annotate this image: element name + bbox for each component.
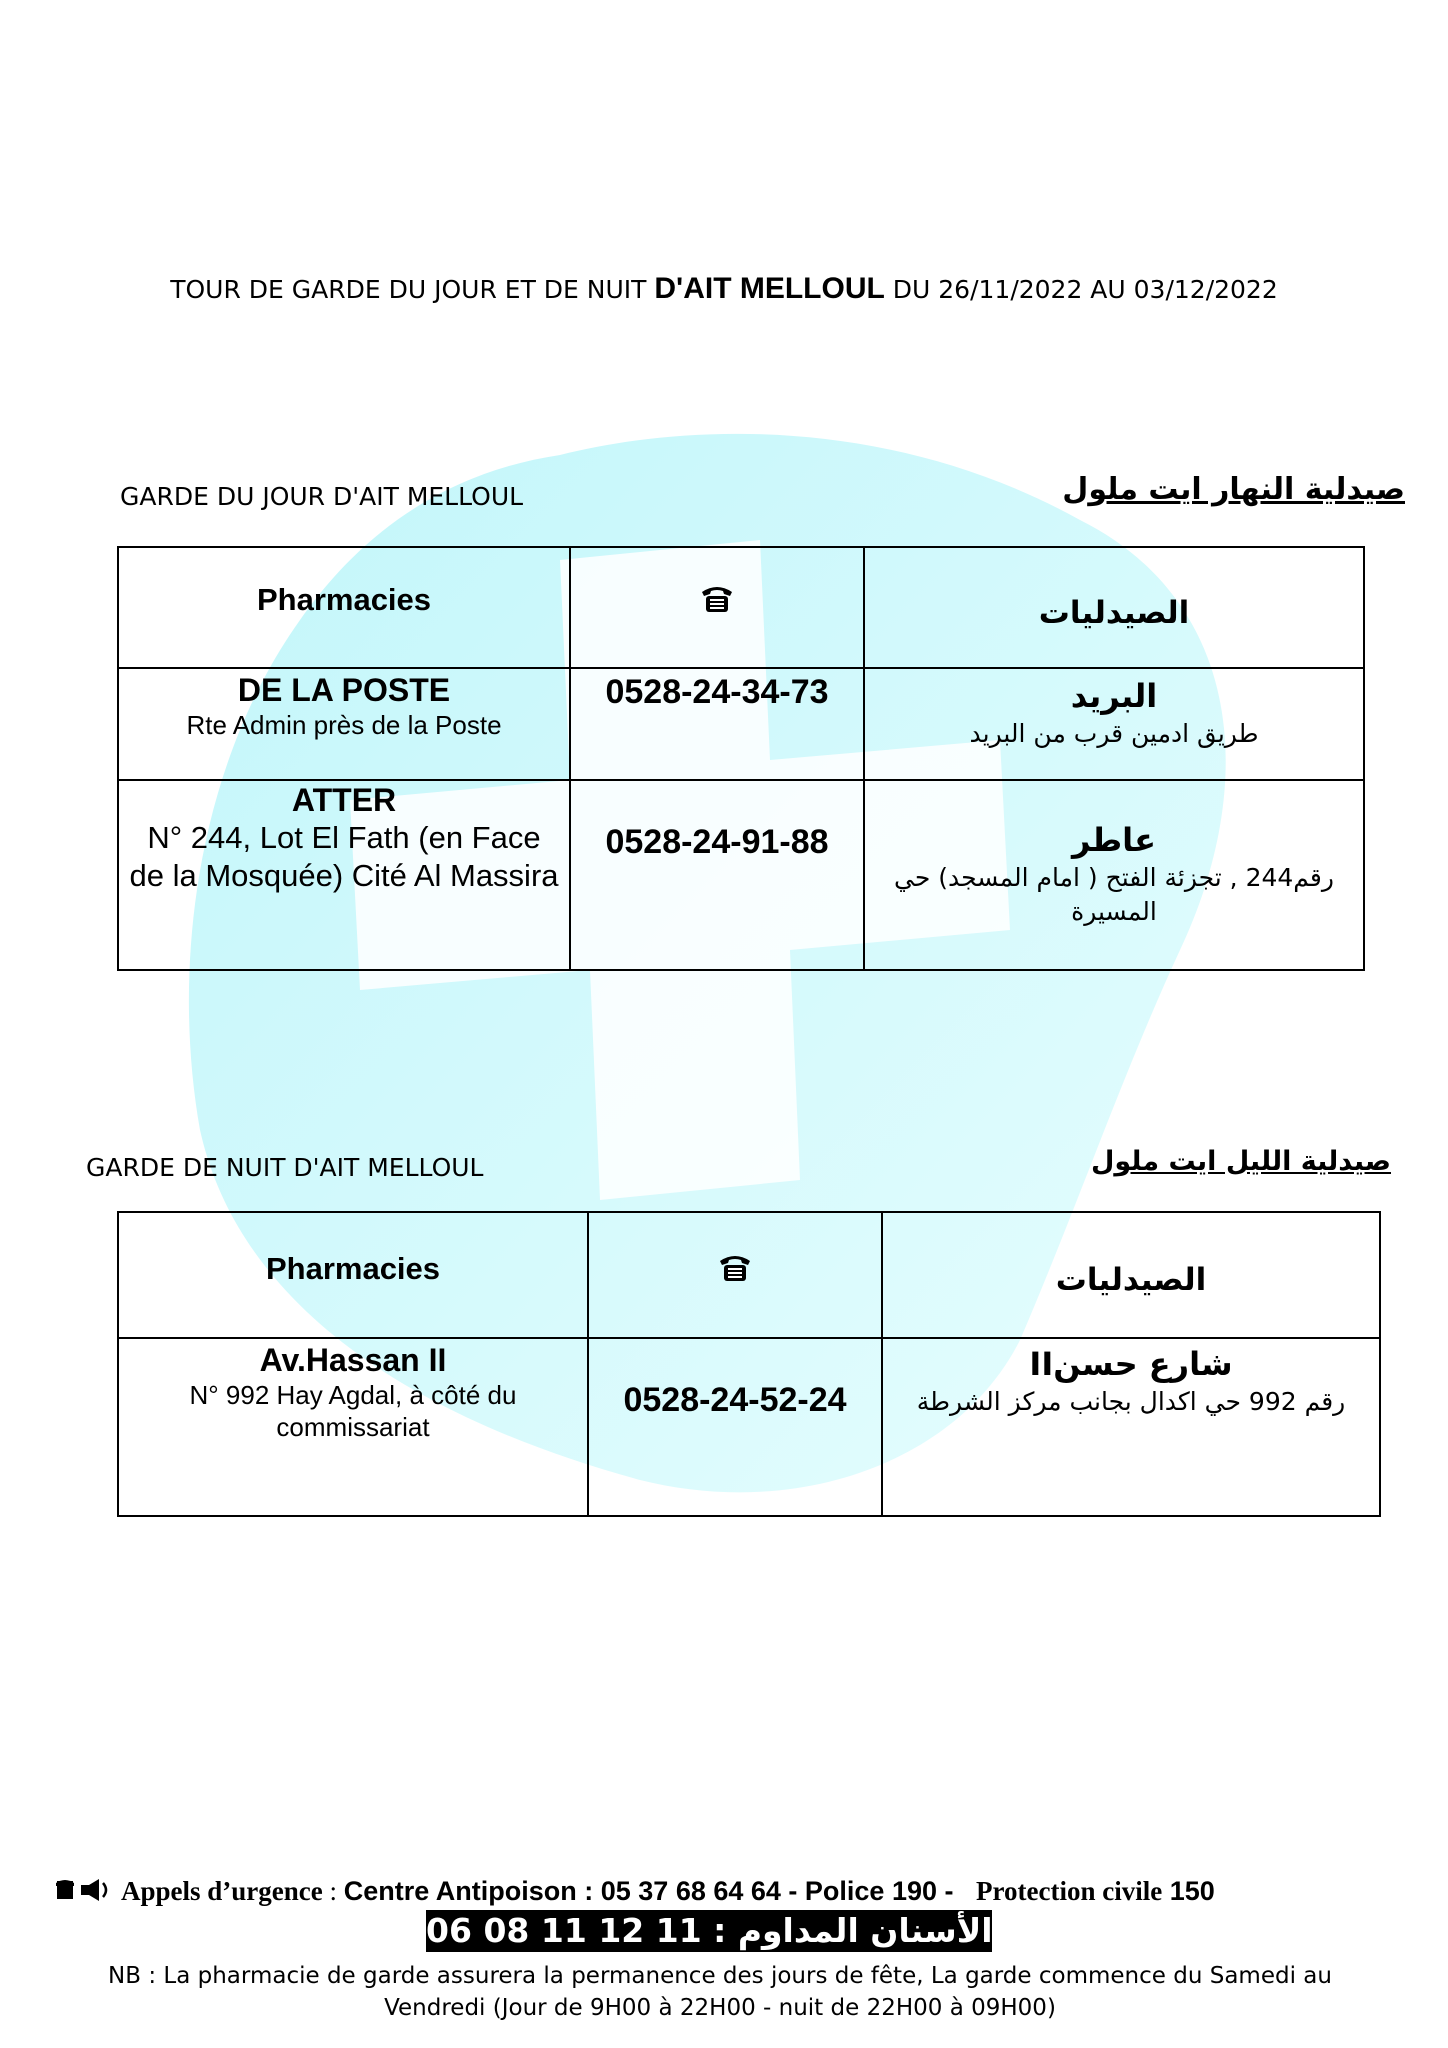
pharmacy-cell <box>118 780 570 970</box>
header-pharmacies-cell <box>118 547 570 668</box>
title-prefix: TOUR DE GARDE DU JOUR ET DE NUIT <box>170 275 655 304</box>
day-section-label-ar: صيدلية النهار ايت ملول <box>1062 472 1405 507</box>
pharmacy-ar-cell <box>864 780 1364 970</box>
header-pharmacies-ar: الصيدليات <box>1038 594 1190 631</box>
protection-civile-number: 150 <box>1169 1876 1215 1906</box>
title-city: D'AIT MELLOUL <box>654 272 885 305</box>
pharmacy-address-ar: رقم244 , تجزئة الفتح ( امام المسجد) حي المسيرة <box>894 863 1334 926</box>
pharmacy-cell <box>118 1338 588 1516</box>
day-section-label-fr: GARDE DU JOUR D'AIT MELLOUL <box>120 482 524 511</box>
telephone-icon <box>718 1251 752 1288</box>
day-pharmacy-table <box>117 546 1365 971</box>
table-row <box>118 1338 1380 1516</box>
night-section-label-ar: صيدلية الليل ايت ملول <box>1090 1146 1391 1177</box>
pharmacy-phone: 0528-24-34-73 <box>605 673 829 711</box>
phone-cell <box>570 780 864 970</box>
phone-cell <box>570 668 864 780</box>
header-pharmacies: Pharmacies <box>256 582 432 617</box>
pharmacy-address: Rte Admin près de la Poste <box>186 710 502 740</box>
pharmacy-address-ar: طريق ادمين قرب من البريد <box>969 719 1259 748</box>
pharmacy-address-ar: رقم 992 حي اكدال بجانب مركز الشرطة <box>916 1387 1346 1416</box>
header-pharmacies: Pharmacies <box>265 1251 441 1286</box>
pharmacy-name: Av.Hassan II <box>259 1342 447 1378</box>
header-ar-cell <box>864 547 1364 668</box>
emergency-calls-line <box>55 1876 1395 1910</box>
pharmacy-ar-cell <box>882 1338 1380 1516</box>
table-header-row <box>118 1212 1380 1338</box>
header-phone-cell <box>570 547 864 668</box>
phone-cell <box>588 1338 882 1516</box>
page-title <box>0 272 1448 306</box>
pharmacy-name-ar: البريد <box>1070 677 1158 715</box>
nb-note: NB : La pharmacie de garde assurera la permanence des jours de fête, La garde commence du Samedi au Vendredi (Jour de 9H00 à 22H00 - nuit de 22H00 à 09H00) <box>108 1963 1332 2021</box>
table-row <box>118 668 1364 780</box>
pharmacy-name-ar: شارع حسنII <box>1029 1345 1233 1383</box>
pharmacy-address: N° 992 Hay Agdal, à côté du commissariat <box>189 1380 517 1442</box>
emergency-label: Appels d’urgence <box>121 1876 323 1906</box>
header-phone-cell <box>588 1212 882 1338</box>
pharmacy-ar-cell <box>864 668 1364 780</box>
pharmacy-cell <box>118 668 570 780</box>
protection-civile-label: Protection civile <box>976 1876 1163 1906</box>
header-pharmacies-ar: الصيدليات <box>1055 1262 1207 1298</box>
night-section-label-fr: GARDE DE NUIT D'AIT MELLOUL <box>86 1153 484 1182</box>
pharmacy-phone: 0528-24-91-88 <box>605 823 829 861</box>
dentist-on-call-bar: طبيب الأسنان المداوم : 11 12 11 08 06 <box>426 1911 1098 1950</box>
header-ar-cell <box>882 1212 1380 1338</box>
title-suffix: DU 26/11/2022 AU 03/12/2022 <box>884 275 1278 304</box>
antipoison-police: Centre Antipoison : 05 37 68 64 64 - Police 190 - <box>343 1876 961 1906</box>
pharmacy-phone: 0528-24-52-24 <box>623 1381 847 1419</box>
pharmacy-name: DE LA POSTE <box>237 672 451 708</box>
table-header-row <box>118 547 1364 668</box>
emergency-colon: : <box>322 1876 344 1906</box>
header-pharmacies-cell <box>118 1212 588 1338</box>
emergency-phone-icon <box>55 1877 111 1910</box>
table-row <box>118 780 1364 970</box>
night-pharmacy-table <box>117 1211 1381 1517</box>
telephone-icon <box>700 582 734 619</box>
pharmacy-name: ATTER <box>291 782 397 818</box>
pharmacy-address: N° 244, Lot El Fath (en Face de la Mosquée) Cité Al Massira <box>129 820 559 893</box>
pharmacy-name-ar: عاطر <box>1072 821 1156 859</box>
